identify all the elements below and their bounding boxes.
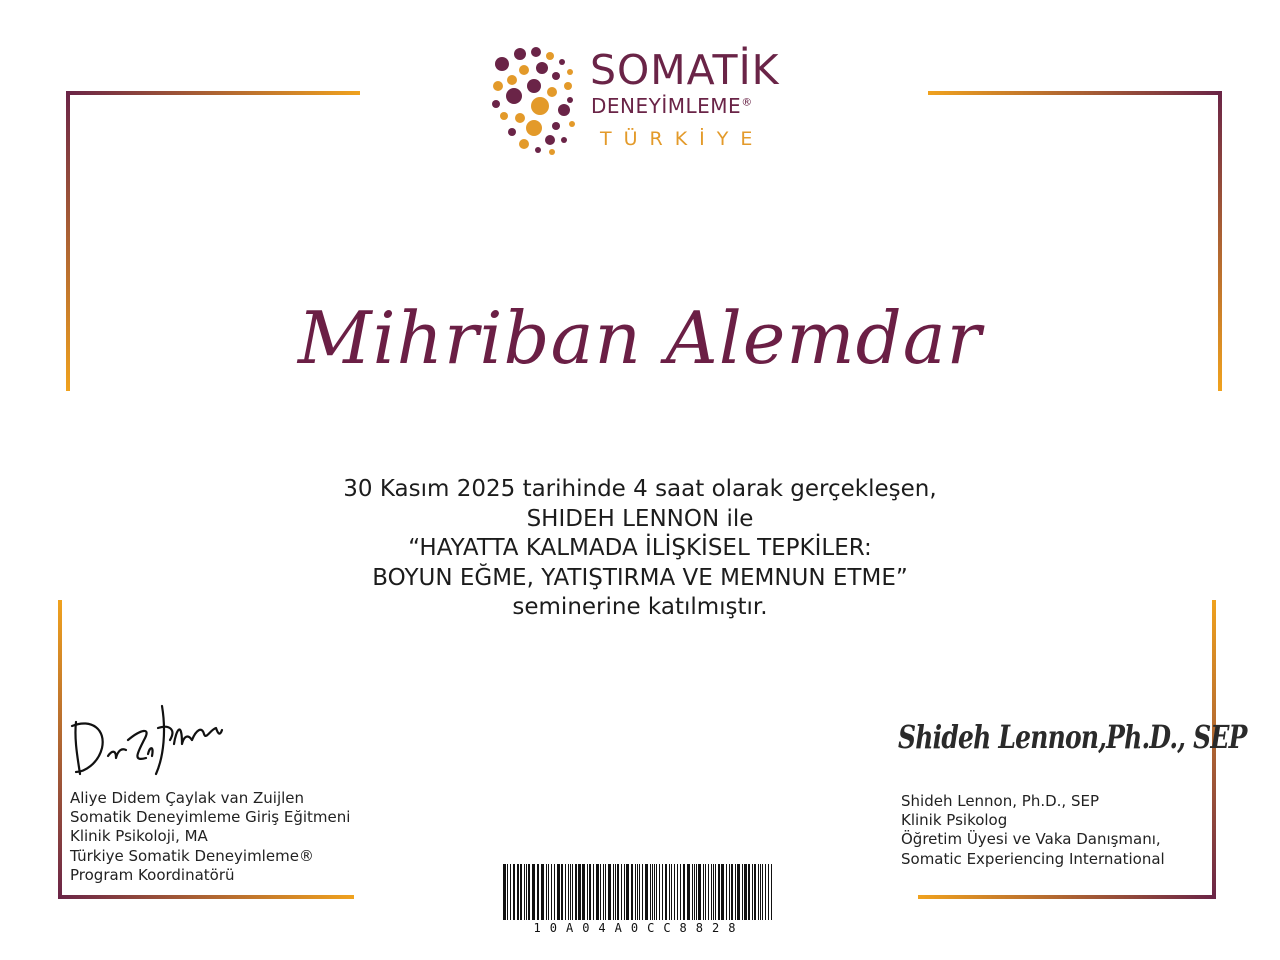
barcode-bar (731, 864, 733, 920)
barcode-number: 10A04A0CC8828 (533, 921, 745, 935)
barcode-bar (626, 864, 629, 920)
barcode-bar (548, 864, 549, 920)
frame-top-left-horizontal (66, 91, 360, 95)
left-signatory-line: Klinik Psikoloji, MA (70, 827, 208, 846)
left-signatory-info (70, 789, 350, 885)
barcode-bar (572, 864, 573, 920)
barcode-bar (677, 864, 678, 920)
right-signature: Shideh Lennon,Ph.D., SEP (898, 718, 1247, 756)
barcode-bar (680, 864, 681, 920)
left-signatory-line: Somatik Deneyimleme Giriş Eğitmeni (70, 808, 351, 827)
barcode-bar (554, 864, 555, 920)
barcode-bar (631, 864, 633, 920)
barcode-bar (645, 864, 648, 920)
barcode-bar (683, 864, 685, 920)
barcode-bar (650, 864, 651, 920)
barcode-bar (613, 864, 614, 920)
barcode-bar (762, 864, 763, 920)
logo-text-somatik: SOMATİK (590, 46, 780, 94)
barcode-bar (696, 864, 697, 920)
barcode-bar (510, 864, 511, 920)
barcode-bar (760, 864, 761, 920)
barcode-bar (711, 864, 712, 920)
left-signatory-line: Türkiye Somatik Deneyimleme® (70, 846, 314, 865)
right-signatory-line: Klinik Psikolog (901, 811, 1008, 830)
left-signatory-line: Program Koordinatörü (70, 865, 235, 884)
barcode-bar (671, 864, 672, 920)
barcode-bar (748, 864, 750, 920)
barcode-bar (503, 864, 506, 920)
frame-bottom-left-horizontal (58, 895, 354, 899)
barcode-bar (765, 864, 766, 920)
frame-bottom-right-horizontal (918, 895, 1216, 899)
left-signatory-line: Aliye Didem Çaylak van Zuijlen (70, 789, 305, 807)
barcode-bar (637, 864, 638, 920)
barcode-bar (526, 864, 527, 920)
barcode-bar (703, 864, 704, 920)
barcode-bar (570, 864, 571, 920)
barcode-bar (752, 864, 753, 920)
barcode-bar (662, 864, 663, 920)
barcode-bar (652, 864, 653, 920)
barcode-bar (541, 864, 544, 920)
barcode-icon (503, 864, 775, 922)
barcode-bar (635, 864, 636, 920)
barcode-bar (568, 864, 569, 920)
barcode-bar (524, 864, 525, 920)
barcode-bar (713, 864, 714, 920)
recipient-name: Mihriban Alemdar (297, 296, 983, 380)
barcode-bar (742, 864, 743, 920)
barcode-bar (694, 864, 695, 920)
barcode-bar (642, 864, 643, 920)
barcode-bar (513, 864, 515, 920)
barcode-bar (600, 864, 601, 920)
barcode-bar (617, 864, 619, 920)
barcode-bar (615, 864, 616, 920)
barcode-bar (532, 864, 535, 920)
barcode-bar (721, 864, 724, 920)
logo-text-turkiye: TÜRKİYE (600, 128, 765, 150)
body-line: SHIDEH LENNON ile (526, 505, 754, 532)
body-line: 30 Kasım 2025 tarihinde 4 saat olarak gerçekleşen, (343, 476, 937, 502)
right-signatory-line: Somatic Experiencing International (901, 849, 1165, 868)
barcode-bar (692, 864, 693, 920)
barcode-bar (737, 864, 740, 920)
barcode-bar (528, 864, 530, 920)
barcode-bar (768, 864, 769, 920)
barcode-bar (546, 864, 547, 920)
barcode-bar (596, 864, 599, 920)
barcode-bar (687, 864, 690, 920)
barcode-bar (735, 864, 736, 920)
barcode-bar (557, 864, 560, 920)
barcode-bar (578, 864, 581, 920)
brand-logo (490, 44, 820, 164)
barcode-bar (517, 864, 519, 920)
barcode-bar (669, 864, 670, 920)
left-signature-icon (66, 700, 236, 780)
barcode-bar (665, 864, 667, 920)
barcode-bar (659, 864, 660, 920)
barcode-bar (565, 864, 566, 920)
barcode-bar (608, 864, 611, 920)
logo-dots-icon (490, 44, 585, 159)
barcode-bar (537, 864, 539, 920)
frame-bottom-left-vertical (58, 600, 62, 899)
barcode-bar (656, 864, 657, 920)
barcode-bar (575, 864, 577, 920)
barcode-bar (624, 864, 625, 920)
barcode-bar (674, 864, 675, 920)
barcode-bar (654, 864, 655, 920)
barcode-bar (639, 864, 640, 920)
barcode-bar (758, 864, 759, 920)
barcode-bar (715, 864, 716, 920)
barcode-bar (603, 864, 604, 920)
barcode-bar (729, 864, 730, 920)
barcode-bar (718, 864, 720, 920)
frame-top-right-horizontal (928, 91, 1222, 95)
barcode-bar (621, 864, 622, 920)
barcode-bar (698, 864, 701, 920)
barcode-bar (589, 864, 591, 920)
barcode-bar (705, 864, 706, 920)
certificate-body (240, 475, 1040, 623)
barcode-bar (561, 864, 563, 920)
barcode-bar (605, 864, 606, 920)
body-line: BOYUN EĞME, YATIŞTIRMA VE MEMNUN ETME” (372, 564, 908, 591)
barcode-bar (726, 864, 727, 920)
right-signatory-info (901, 792, 1165, 869)
barcode-bar (744, 864, 747, 920)
barcode-bar (520, 864, 522, 920)
barcode-bar (507, 864, 508, 920)
right-signatory-line: Öğretim Üyesi ve Vaka Danışmanı, (901, 830, 1161, 849)
barcode-bar (708, 864, 709, 920)
barcode-bar (754, 864, 756, 920)
body-line: seminerine katılmıştır. (512, 594, 768, 620)
right-signatory-line: Shideh Lennon, Ph.D., SEP (901, 792, 1099, 810)
body-line: “HAYATTA KALMADA İLİŞKİSEL TEPKİLER: (408, 535, 872, 561)
barcode-bar (587, 864, 588, 920)
barcode-bar (551, 864, 552, 920)
barcode-bar (582, 864, 585, 920)
barcode-bar (771, 864, 772, 920)
barcode-bar (593, 864, 594, 920)
logo-text-deneyimleme: DENEYİMLEME® (591, 94, 753, 118)
